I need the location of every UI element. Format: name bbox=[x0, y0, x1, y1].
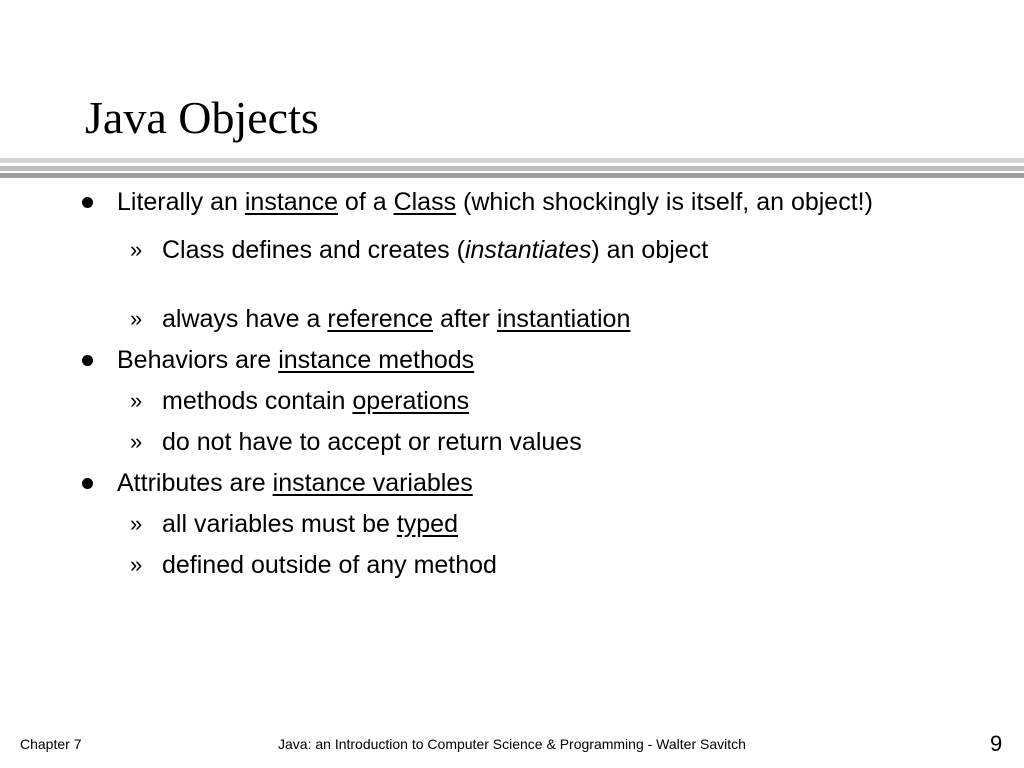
text-run: defined outside of any method bbox=[162, 551, 497, 579]
underlined-term: instance methods bbox=[278, 346, 475, 374]
sub-bullet-marker: » bbox=[130, 388, 143, 413]
text-run: do not have to accept or return values bbox=[162, 428, 582, 456]
italic-term: instantiates bbox=[464, 236, 592, 264]
page-number: 9 bbox=[990, 731, 1003, 756]
sub-bullet-marker: » bbox=[130, 429, 143, 454]
text-run: all variables must be bbox=[162, 510, 397, 538]
underlined-term: instantiation bbox=[496, 305, 631, 333]
underlined-term: typed bbox=[396, 510, 458, 538]
text-run: Behaviors are bbox=[117, 346, 279, 374]
bullet-item bbox=[117, 343, 907, 377]
footer-chapter: Chapter 7 bbox=[20, 736, 82, 752]
sub-bullet-item bbox=[162, 425, 582, 459]
underlined-term: reference bbox=[327, 305, 433, 333]
footer-course-title: Java: an Introduction to Computer Science & Programming - Walter Savitch bbox=[278, 736, 746, 752]
text-run: always have a bbox=[162, 305, 328, 333]
sub-bullet-item bbox=[162, 384, 469, 418]
text-run: after bbox=[433, 305, 497, 333]
bullet-dot-icon bbox=[82, 355, 93, 366]
sub-bullet-item bbox=[162, 233, 708, 267]
bullet-item bbox=[117, 466, 907, 500]
slide-title: Java Objects bbox=[85, 92, 319, 143]
sub-bullet-marker: » bbox=[130, 511, 143, 536]
bullet-dot-icon bbox=[82, 197, 93, 208]
sub-bullet-item bbox=[162, 302, 630, 336]
bullet-item bbox=[117, 185, 887, 219]
text-run: ) an object bbox=[591, 236, 709, 264]
text-run: methods contain bbox=[162, 387, 353, 415]
text-run: Class defines and creates ( bbox=[162, 236, 465, 264]
underlined-term: Class bbox=[393, 188, 457, 216]
underlined-term: operations bbox=[352, 387, 470, 415]
underlined-term: instance bbox=[244, 188, 338, 216]
sub-bullet-marker: » bbox=[130, 552, 143, 577]
text-run: of a bbox=[337, 188, 394, 216]
underlined-term: instance variables bbox=[272, 469, 473, 497]
bullet-dot-icon bbox=[82, 478, 93, 489]
text-run: Literally an bbox=[117, 188, 245, 216]
sub-bullet-marker: » bbox=[130, 237, 143, 262]
text-run: (which shockingly is itself, an object!) bbox=[456, 188, 873, 216]
sub-bullet-item bbox=[162, 507, 458, 541]
sub-bullet-item bbox=[162, 548, 497, 582]
sub-bullet-marker: » bbox=[130, 306, 143, 331]
text-run: Attributes are bbox=[117, 469, 273, 497]
